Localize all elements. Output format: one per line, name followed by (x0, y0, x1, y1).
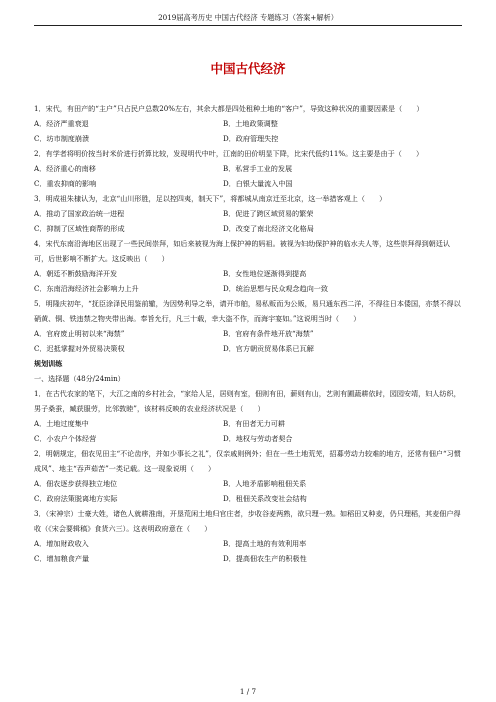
options-grid (34, 476, 462, 506)
option-d: D．白银大量流入中国 (223, 179, 293, 188)
section-heading: 规划训练 (34, 359, 63, 368)
option-d: D．租佃关系改变社会结构 (223, 494, 307, 503)
options-grid (34, 326, 462, 356)
option-d: D．统治思想与民众观念趋向一致 (223, 284, 328, 293)
options-grid (34, 416, 462, 446)
option-b: B．有田者无力可耕 (223, 419, 285, 428)
question-stem: 1．在古代农家的笔下，大江之南的乡村社会，“家给人足，居则有室，佃则有田，薪则有山，艺则有圃蔬耕依时，园园安靖，妇人纺织，男子桑蚕，臧获服劳，比邻敦睦”，该材料反映的农业经济状况是（ ） (34, 389, 461, 413)
option-c: C．小农户个体经营 (34, 434, 97, 443)
option-b: B．女性地位逐渐得到提高 (223, 269, 307, 278)
question-stem: 2．有学者将明价按当时米价进行折算比较，发现明代中叶，江南的田价明显下降，比宋代低约11%。这主要是由于（ ） (34, 149, 424, 158)
option-a: A．佃农逐步获得独立地位 (34, 479, 118, 488)
options-grid (34, 161, 462, 191)
options-grid (34, 206, 462, 236)
option-d: D．提高佃农生产的积极性 (223, 554, 307, 563)
question-block (34, 236, 462, 296)
option-b: B．土地政策调整 (223, 119, 278, 128)
option-b: B．促进了跨区域贸易的繁荣 (223, 209, 314, 218)
option-c: C．重农抑商的影响 (34, 179, 97, 188)
option-a: A．经济重心的南移 (34, 164, 96, 173)
question-block (34, 446, 462, 506)
header-divider (34, 25, 462, 26)
options-grid (34, 536, 462, 566)
option-c: C．迟抵掌握对外贸易决策权 (34, 344, 125, 353)
option-b: B．人地矛盾影响租佃关系 (223, 479, 307, 488)
option-d: D．改变了南北经济文化格局 (223, 224, 314, 233)
option-c: C．抑制了区域性商帮的形成 (34, 224, 125, 233)
question-stem: 1．宋代，有田产的“主户”只占民户总数20%左右，其余大都是四处租种土地的“客户”，导致这种状况的重要因素是（ ） (34, 104, 424, 113)
option-d: D．地权与劳动者契合 (223, 434, 293, 443)
option-a: A．官府废止明初以来“海禁” (34, 329, 125, 338)
option-d: D．政府管理失控 (223, 134, 279, 143)
question-block (34, 101, 462, 146)
page-number: 1 / 7 (239, 687, 257, 696)
question-block (34, 191, 462, 236)
option-d: D．官方朝贡贸易体系已瓦解 (223, 344, 314, 353)
option-a: A．土地过度集中 (34, 419, 89, 428)
option-a: A．增加财政收入 (34, 539, 89, 548)
section-subheading: 一、选择题（48分/24min） (34, 374, 125, 383)
question-block (34, 386, 462, 446)
document-body (34, 101, 462, 566)
document-title: 中国古代经济 (210, 61, 286, 76)
option-b: B．私营手工业的发展 (223, 164, 293, 173)
page-header: 2019届高考历史 中国古代经济 专题练习（答案+解析） (158, 13, 338, 22)
question-stem: 3．（宋神宗）士豪大姓，诸色人就耕淮南，开垦荒闲土地归官庄者，步收谷麦两熟，欲只理一熟。如稻田又种麦，仍只理稻，其麦佃户得收（《宋会要辑稿》食货六三）。这表明政府意在（ ） (34, 509, 461, 533)
question-stem: 3．明成祖朱棣认为，北京“山川形胜，足以控四夷，制天下”，将都城从南京迁至北京，这一举措客观上（ ） (34, 194, 387, 203)
option-a: A．推动了国家政治统一进程 (34, 209, 125, 218)
question-block (34, 146, 462, 191)
option-c: C．政府法策脱离地方实际 (34, 494, 118, 503)
question-stem: 2．明朝规定，佃农见田主“不论齿序，并如少事长之礼”，仅亲戚则例外；但在一些土地荒芜，招募劳动力较难的地方，还常有佃户“习惯成风”、地主“吞声茹苦”一类记载。这一现象说明（ ） (34, 449, 461, 473)
question-block (34, 506, 462, 566)
options-grid (34, 266, 462, 296)
option-a: A．经济严重衰退 (34, 119, 89, 128)
question-stem: 5．明隆庆初年，“抚臣涂泽民用鉴前辙，为因势利导之举，请开市舶，易私贩而为公贩，易只通东西二洋，不得往日本倭国，亦禁不得以硝黄、铜、铁违禁之物夹带出海。奉旨允行，凡三十载，幸大盗不作，而海宇宴如。”这说明当时（ ） (34, 299, 461, 323)
option-c: C．坊市制度崩溃 (34, 134, 90, 143)
option-c: C．增加粮食产量 (34, 554, 90, 563)
option-b: B．提高土地的有效利用率 (223, 539, 307, 548)
option-c: C．东南沿海经济社会影响力上升 (34, 284, 139, 293)
question-stem: 4．宋代东南沿海地区出现了一些民间崇拜，如后来被视为海上保护神的妈祖。被视为妇幼保护神的临水夫人等，这些崇拜得到朝廷认可，后世影响不断扩大。这反映出（ ） (34, 239, 450, 263)
question-block (34, 296, 462, 356)
option-b: B．官府有条件地开放“海禁” (223, 329, 314, 338)
option-a: A．朝廷不断鼓励海洋开发 (34, 269, 118, 278)
options-grid (34, 116, 462, 146)
